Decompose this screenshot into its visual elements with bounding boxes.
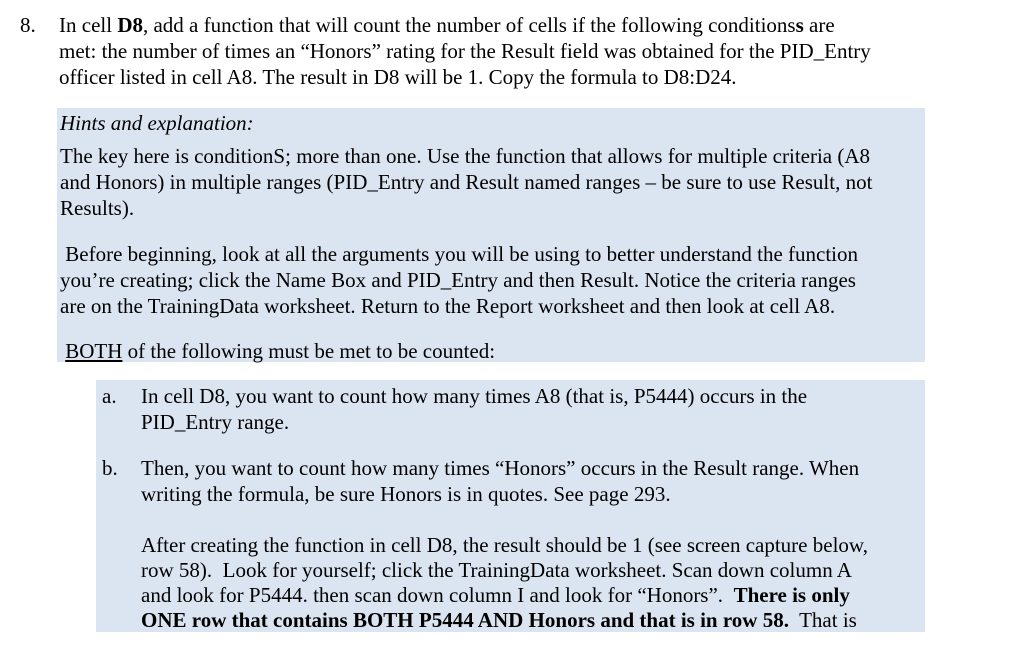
list-c-line-1: After creating the function in cell D8, the result should be 1 (see screen capture below, (141, 533, 868, 557)
hints-p1-line-3: Results). (60, 196, 135, 220)
cell-ref-bold: D8 (117, 13, 143, 37)
list-label-a: a. (102, 384, 117, 408)
conditions-bold-s: s (795, 13, 804, 37)
hints-p2-line-3: are on the TrainingData worksheet. Return to the Report worksheet and then look at cell A8. (60, 294, 836, 318)
item-number: 8. (20, 13, 36, 37)
list-label-b: b. (102, 456, 118, 480)
item-line-1-pre: In cell (59, 13, 118, 37)
list-c-line-2: row 58). Look for yourself; click the TrainingData worksheet. Scan down column A (141, 558, 852, 582)
both-underlined: BOTH (65, 339, 123, 363)
list-c-line-4-bold: ONE row that contains BOTH P5444 AND Honors and that is in row 58. (141, 608, 789, 632)
item-line-2: met: the number of times an “Honors” rating for the Result field was obtained for the PID_Entry (59, 39, 871, 63)
hints-p3-line (60, 338, 495, 364)
item-line-1-post: are (803, 13, 835, 37)
hints-p2-line-1: Before beginning, look at all the arguments you will be using to better understand the function (60, 242, 859, 266)
list-c-line-3-bold: There is only (733, 583, 850, 607)
hints-p1-line-2: and Honors) in multiple ranges (PID_Entry and Result named ranges – be sure to use Result, not (60, 170, 873, 194)
item-line-1-mid: , add a function that will count the number of cells if the following conditions (142, 13, 796, 37)
list-c-line-4-post: That is (788, 608, 857, 632)
list-c-line-4 (141, 607, 857, 633)
hints-p2-line-2: you’re creating; click the Name Box and PID_Entry and then Result. Notice the criteria ranges (60, 268, 856, 292)
item-line-3: officer listed in cell A8. The result in D8 will be 1. Copy the formula to D8:D24. (59, 65, 737, 89)
list-a-line-1: In cell D8, you want to count how many times A8 (that is, P5444) occurs in the (141, 384, 808, 408)
hints-p1-line-1: The key here is conditionS; more than one. Use the function that allows for multiple criteria (A8 (60, 144, 871, 168)
hints-p3-rest: of the following must be met to be counted: (122, 339, 496, 363)
list-c-line-3 (141, 582, 850, 608)
item-line-1 (59, 12, 835, 38)
list-c-line-3-pre: and look for P5444. then scan down column I and look for “Honors”. (141, 583, 734, 607)
hints-heading: Hints and explanation: (60, 111, 254, 135)
list-a-line-2: PID_Entry range. (141, 410, 290, 434)
list-b-line-2: writing the formula, be sure Honors is in quotes. See page 293. (141, 482, 671, 506)
list-b-line-1: Then, you want to count how many times “Honors” occurs in the Result range. When (141, 456, 860, 480)
